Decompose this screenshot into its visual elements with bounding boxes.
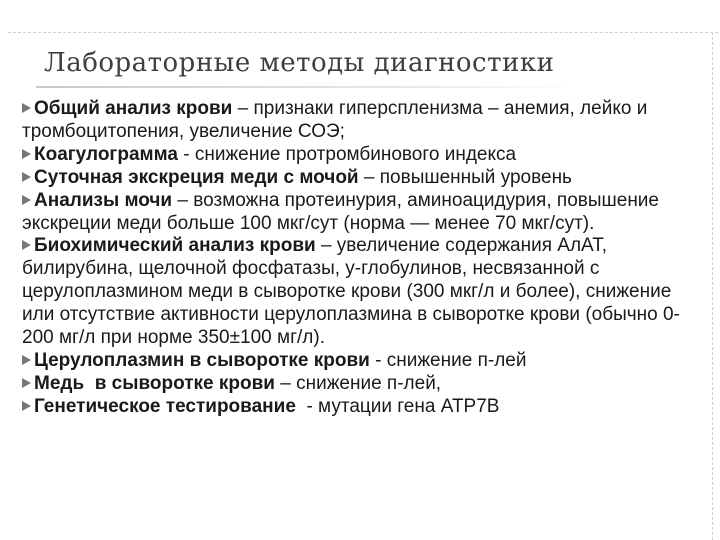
item-heading: Медь в сыворотке крови	[34, 372, 275, 394]
item-text: – увеличение содержания АлАТ, билирубина, щелочной фосфатазы, y-глобулинов, несвязанной с церулоплазмином меди в сыворотке крови (300 мкг/л и более), снижение или отсутствие активности церулоплазмина в сыворотке крови (обычно 0-200 мг/л при норме 350±100 мг/л).	[22, 235, 680, 349]
list-item	[22, 98, 707, 144]
bullet-arrow-icon	[22, 401, 31, 411]
bullet-arrow-icon	[22, 195, 31, 205]
item-heading: Анализы мочи	[34, 189, 173, 211]
item-text: – возможна протеинурия, аминоацидурия, повышение экскреции меди больше 100 мкг/сут (норма — менее 70 мкг/сут).	[22, 189, 659, 234]
slide-frame-top-border	[8, 32, 718, 33]
item-heading: Церулоплазмин в сыворотке крови	[34, 349, 370, 371]
item-text: – снижение п-лей,	[274, 372, 442, 394]
item-heading: Общий анализ крови	[34, 98, 233, 119]
bullet-list	[22, 98, 707, 419]
bullet-arrow-icon	[22, 103, 31, 113]
item-text: – признаки гиперспленизма – анемия, лейко и тромбоцитопения, увеличение СОЭ;	[22, 98, 648, 142]
list-item	[22, 235, 707, 350]
item-heading: Генетическое тестирование	[34, 395, 296, 417]
bullet-arrow-icon	[22, 378, 31, 388]
list-item	[22, 167, 707, 190]
item-text: – повышенный уровень	[358, 166, 572, 188]
title-underline	[36, 86, 576, 88]
bullet-arrow-icon	[22, 149, 31, 159]
item-text: - снижение протромбинового индекса	[177, 143, 517, 165]
list-item	[22, 190, 707, 236]
item-text: - снижение п-лей	[369, 349, 527, 371]
slide-frame-right-border	[712, 32, 713, 540]
item-heading: Биохимический анализ крови	[34, 235, 316, 257]
item-text: - мутации гена ATP7B	[295, 395, 500, 417]
list-item	[22, 144, 707, 167]
bullet-arrow-icon	[22, 172, 31, 182]
bullet-arrow-icon	[22, 355, 31, 365]
item-heading: Суточная экскреция меди с мочой	[34, 166, 359, 188]
bullet-arrow-icon	[22, 240, 31, 250]
slide-title: Лабораторные методы диагностики	[44, 48, 555, 78]
item-heading: Коагулограмма	[34, 143, 178, 165]
list-item	[22, 373, 707, 396]
list-item	[22, 350, 707, 373]
list-item	[22, 396, 707, 419]
